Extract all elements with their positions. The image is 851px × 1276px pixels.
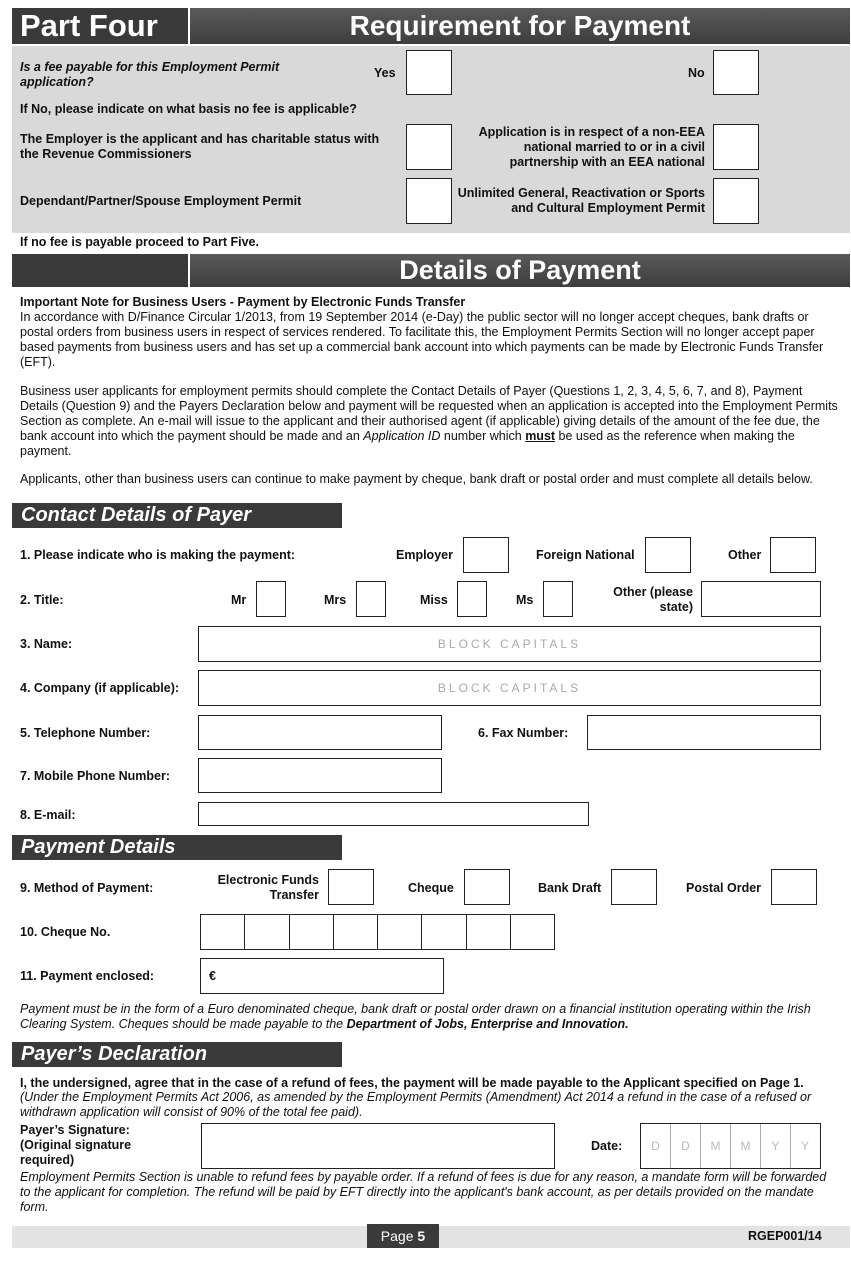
dependant-permit-label: Dependant/Partner/Spouse Employment Permit (20, 194, 302, 208)
other-title-input[interactable] (701, 581, 821, 617)
department-name: Department of Jobs, Enterprise and Innovation. (346, 1017, 629, 1031)
mobile-input[interactable] (198, 758, 442, 793)
date-input[interactable] (640, 1123, 821, 1169)
details-title: Details of Payment (190, 254, 850, 287)
payer-type-question: 1. Please indicate who is making the payment: (20, 548, 296, 562)
eft-note-text-b: number which (440, 429, 526, 443)
payment-details-header: Payment Details (12, 835, 342, 860)
yes-label: Yes (374, 66, 396, 80)
cheque-number-input[interactable] (200, 914, 555, 950)
mrs-checkbox[interactable] (356, 581, 386, 617)
cheque-number-label: 10. Cheque No. (20, 925, 111, 939)
proceed-note: If no fee is payable proceed to Part Five. (20, 235, 259, 249)
ms-checkbox[interactable] (543, 581, 573, 617)
eft-note-text-a: Business user applicants for employment permits should complete the Contact Details of Payer (Questions 1, 2, 3, 4, 5, 6, 7, and 8), Payment Details (Question 9) and the Payers Declaration below and payment will be requested when an application is accepted into the Employment Permits Section as complete. An e-mail will issue to the applicant and their authorised agent (if applicable) giving details of the amount of the fee due, the bank account into which the payment should be made and an (20, 384, 838, 443)
fax-label: 6. Fax Number: (478, 726, 569, 740)
bank-draft-label: Bank Draft (538, 881, 602, 895)
eft-label: Electronic Funds Transfer (217, 873, 319, 902)
date-year-1: Y (761, 1124, 791, 1168)
foreign-national-label: Foreign National (536, 548, 635, 562)
details-header-left (12, 254, 188, 287)
foreign-national-checkbox[interactable] (645, 537, 691, 573)
eft-checkbox[interactable] (328, 869, 374, 905)
bank-draft-checkbox[interactable] (611, 869, 657, 905)
digit-divider (510, 915, 511, 949)
date-day-2: D (671, 1124, 701, 1168)
company-placeholder: BLOCK CAPITALS (437, 681, 582, 695)
postal-order-checkbox[interactable] (771, 869, 817, 905)
mr-label: Mr (231, 593, 247, 607)
page-number-badge (367, 1224, 439, 1248)
contact-details-header: Contact Details of Payer (12, 503, 342, 528)
cheque-label: Cheque (408, 881, 454, 895)
postal-order-label: Postal Order (686, 881, 762, 895)
refund-agreement: I, the undersigned, agree that in the case of a refund of fees, the payment will be made payable to the Applicant specified on Page 1. (20, 1076, 804, 1090)
payment-form-note (20, 1002, 838, 1032)
mobile-label: 7. Mobile Phone Number: (20, 769, 171, 783)
telephone-input[interactable] (198, 715, 442, 750)
fax-input[interactable] (587, 715, 821, 750)
telephone-label: 5. Telephone Number: (20, 726, 151, 740)
payment-note-text: Payment must be in the form of a Euro denominated cheque, bank draft or postal order drawn on a financial institution operating within the Irish Clearing System. Cheques should be made payable to the (20, 1002, 811, 1031)
must-emphasis: must (525, 429, 556, 443)
signature-label: Payer’s Signature: (Original signature required) (20, 1123, 132, 1167)
dependant-permit-checkbox[interactable] (406, 178, 452, 224)
no-label: No (688, 66, 705, 80)
miss-label: Miss (420, 593, 448, 607)
mrs-label: Mrs (324, 593, 347, 607)
employer-label: Employer (396, 548, 453, 562)
name-label: 3. Name: (20, 637, 73, 651)
eft-note-heading: Important Note for Business Users - Payment by Electronic Funds Transfer (20, 295, 466, 309)
part-four-label: Part Four (12, 8, 188, 44)
page-label: Page (380, 1228, 414, 1244)
date-year-2: Y (800, 1139, 809, 1153)
eft-note-paragraph-3: Applicants, other than business users can continue to make payment by cheque, bank draft or postal order and must complete all details below. (20, 472, 813, 486)
application-id-term: Application ID (363, 429, 441, 443)
digit-divider (289, 915, 290, 949)
no-fee-basis-question: If No, please indicate on what basis no fee is applicable? (20, 102, 357, 116)
refund-act-note: (Under the Employment Permits Act 2006, as amended by the Employment Permits (Amendment) Act 2014 a refund in the case of a refused or withdrawn application will consist of 90% of the total fee paid). (20, 1090, 812, 1119)
ms-label: Ms (516, 593, 534, 607)
name-placeholder: BLOCK CAPITALS (437, 637, 582, 651)
unlimited-general-checkbox[interactable] (713, 178, 759, 224)
euro-symbol: € (209, 969, 216, 983)
email-input[interactable] (198, 802, 589, 826)
digit-divider (244, 915, 245, 949)
eft-note-paragraph-1: In accordance with D/Finance Circular 1/2013, from 19 September 2014 (e-Day) the public sector will no longer accept cheques, bank drafts or postal orders from business users in respect of services rendered. To facilitate this, the Employment Permits Section will no longer accept paper based payments from business users and has set up a commercial bank account into which payments can be made by Electronic Funds Transfer (EFT). (20, 310, 824, 369)
payment-enclosed-label: 11. Payment enclosed: (20, 969, 155, 983)
email-label: 8. E-mail: (20, 808, 76, 822)
payment-method-question: 9. Method of Payment: (20, 881, 154, 895)
no-checkbox[interactable] (713, 50, 759, 95)
digit-divider (333, 915, 334, 949)
yes-checkbox[interactable] (406, 50, 452, 95)
unlimited-general-label: Unlimited General, Reactivation or Sports and Cultural Employment Permit (457, 186, 705, 215)
payment-enclosed-input[interactable] (200, 958, 444, 994)
other-payer-label: Other (728, 548, 762, 562)
refund-mandate-note: Employment Permits Section is unable to refund fees by payable order. If a refund of fees is due for any reason, a mandate form will be forwarded to the applicant for completion. The refund will be paid by EFT directly into the applicant's bank account, as per details provided on the mandate form. (20, 1170, 827, 1214)
name-input[interactable] (198, 626, 821, 662)
title-question: 2. Title: (20, 593, 64, 607)
form-code: RGEP001/14 (748, 1229, 822, 1243)
employer-checkbox[interactable] (463, 537, 509, 573)
declaration-header: Payer’s Declaration (12, 1042, 342, 1067)
page-number: 5 (417, 1228, 426, 1244)
other-payer-checkbox[interactable] (770, 537, 816, 573)
other-title-label: Other (please state) (613, 585, 693, 614)
company-input[interactable] (198, 670, 821, 706)
date-day-1: D (641, 1124, 671, 1168)
eea-spouse-label: Application is in respect of a non-EEA national married to or in a civil partnership with an EEA national (478, 125, 705, 169)
fee-question: Is a fee payable for this Employment Permit application? (20, 60, 280, 89)
charitable-status-label: The Employer is the applicant and has charitable status with the Revenue Commissioners (20, 132, 380, 161)
digit-divider (421, 915, 422, 949)
digit-divider (466, 915, 467, 949)
mr-checkbox[interactable] (256, 581, 286, 617)
miss-checkbox[interactable] (457, 581, 487, 617)
date-month-2: M (731, 1124, 761, 1168)
company-label: 4. Company (if applicable): (20, 681, 180, 695)
charitable-status-checkbox[interactable] (406, 124, 452, 170)
eea-spouse-checkbox[interactable] (713, 124, 759, 170)
eft-note-paragraph-2 (20, 384, 838, 459)
date-label: Date: (591, 1139, 623, 1153)
date-month-1: M (701, 1124, 731, 1168)
eft-note-text-c: be used as the reference when making the payment. (20, 429, 795, 458)
cheque-checkbox[interactable] (464, 869, 510, 905)
signature-input[interactable] (201, 1123, 555, 1169)
digit-divider (377, 915, 378, 949)
part-four-title: Requirement for Payment (190, 8, 850, 44)
